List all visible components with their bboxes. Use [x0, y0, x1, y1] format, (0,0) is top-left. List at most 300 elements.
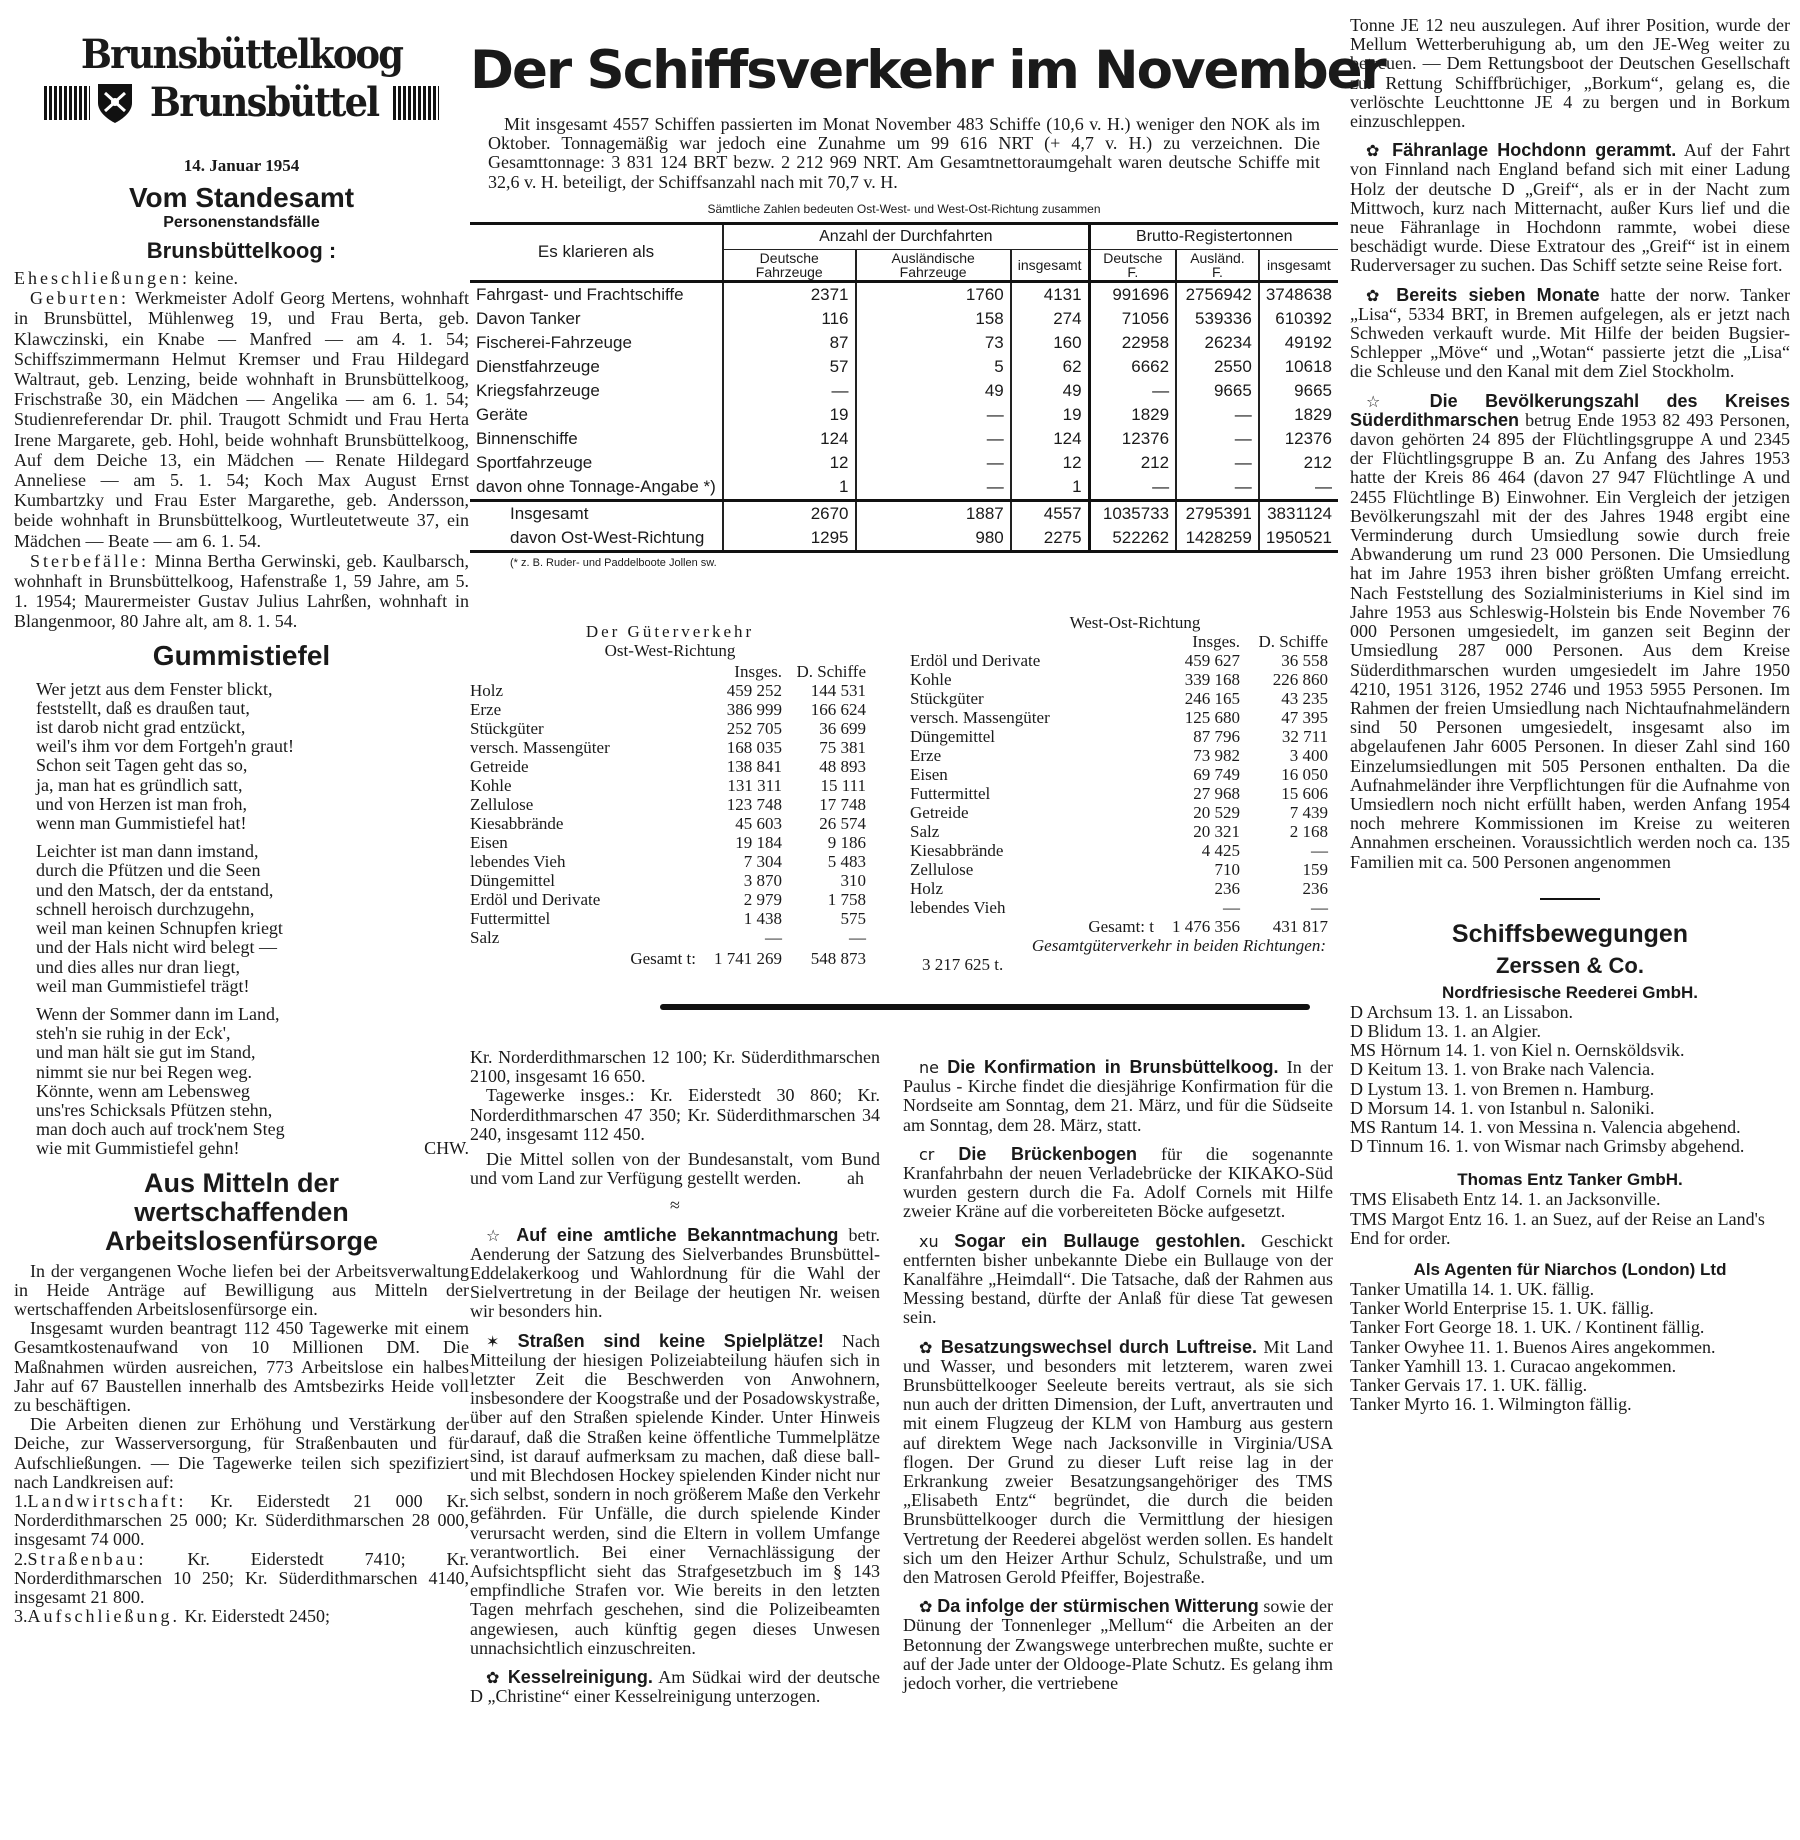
standesamt-subtitle: Personenstandsfälle	[163, 214, 320, 231]
arbeit-title-line: Aus Mitteln der	[143, 1167, 339, 1198]
goods-label: Kohle	[470, 776, 512, 795]
table-cell: 2550	[1176, 355, 1259, 379]
goods-row	[910, 689, 1330, 708]
poem-stanza-3	[36, 1005, 469, 1159]
goods-value: 168 035	[726, 738, 782, 757]
goods-value: 123 748	[726, 795, 782, 814]
goods-label: Stückgüter	[910, 689, 984, 708]
poem-line: wie mit Gummistiefel gehn!	[36, 1138, 240, 1159]
goods-row	[910, 879, 1330, 898]
table-total-row	[470, 526, 1338, 550]
poem	[14, 680, 469, 1159]
goods-total-label: Gesamt: t	[1088, 917, 1154, 936]
goods-value: 3 870	[743, 871, 782, 890]
poem-line: Schon seit Tagen geht das so,	[36, 755, 248, 776]
goods-label: Düngemittel	[470, 871, 555, 890]
news-item-bevoelkerung	[1350, 392, 1790, 872]
poem-line: weil man Gummistiefel trägt!	[36, 975, 250, 996]
poem-line: durch die Pfützen und die Seen	[36, 860, 261, 881]
item-label: Aufschließung.	[27, 1606, 180, 1627]
goods-label: Düngemittel	[910, 727, 995, 746]
table-cell: —	[723, 379, 856, 403]
goods-value: 43 235	[1281, 689, 1328, 708]
goods-label: lebendes Vieh	[470, 852, 566, 871]
arbeit-signature: ah	[847, 1168, 864, 1189]
ehe-label: Eheschließungen:	[14, 268, 190, 288]
goods-east-west	[470, 622, 870, 968]
goods-label: Eisen	[470, 833, 508, 852]
table-cell: —	[856, 427, 1011, 451]
goods-value: 69 749	[1193, 765, 1240, 784]
goods-value: 36 699	[819, 719, 866, 738]
news-text: Auf der Fahrt von Finnland nach England befand sich mit einer Ladung Holz der deutsche D „Greif“, als er in der Nacht zum Mittwoch, kurz nach Mitternacht, außer Kurs lief und die neue Fähranlage in Hochdonn rammte, wobei diese beschädigt wurde. Diese Extratour des „Greif“ ist in einem Ruderversager zu suchen. Das Schiff setzte seine Reise fort.	[1350, 140, 1791, 276]
news-headline: Kesselreinigung.	[507, 1667, 653, 1688]
poem-line: uns'res Schicksals Pfützen stehn,	[36, 1099, 273, 1120]
table-cell: 87	[723, 331, 856, 355]
table-cell: 10618	[1259, 355, 1338, 379]
news-marker-icon: cr	[919, 1144, 935, 1164]
news-item-sieben	[1350, 286, 1790, 382]
table-note: Sämtliche Zahlen bedeuten Ost-West- und West-Ost-Richtung zusammen	[707, 201, 1101, 216]
goods-row	[470, 700, 870, 719]
goods-head: D. Schiffe	[796, 662, 866, 681]
table-cell: 1829	[1089, 403, 1176, 427]
goods-ow-title: Ost-West-Richtung	[604, 641, 736, 660]
table-cell: 539336	[1176, 307, 1259, 331]
goods-total-value: 548 873	[810, 949, 866, 968]
goods-value: —	[1311, 898, 1328, 917]
standesamt-body	[14, 268, 469, 632]
goods-label: Zellulose	[910, 860, 974, 879]
goods-value: 9 186	[827, 833, 866, 852]
news-marker-icon: ☆	[486, 1225, 507, 1245]
goods-ow-header	[470, 660, 870, 681]
table-row	[470, 379, 1338, 403]
goods-value: 339 168	[1184, 670, 1240, 689]
goods-value: 2 168	[1289, 822, 1328, 841]
table-cell: 12	[1011, 451, 1089, 475]
shipping-group-title: Nordfriesische Reederei GmbH.	[1441, 982, 1699, 1002]
goods-row	[910, 841, 1330, 860]
goods-value: 20 529	[1193, 803, 1240, 822]
goods-total-label: Gesamt t:	[630, 949, 696, 968]
news-item-besatzung	[903, 1338, 1333, 1588]
poem-stanza-2	[36, 842, 469, 996]
row-label: Kriegsfahrzeuge	[476, 380, 600, 400]
table-group-brt: Brutto-Registertonnen	[1089, 225, 1338, 250]
decorative-stripes-left	[44, 86, 90, 120]
goods-value: 32 711	[1281, 727, 1328, 746]
company-name: Zerssen & Co.	[1496, 952, 1644, 978]
arbeit-title-line: Arbeitslosenfürsorge	[104, 1225, 379, 1256]
goods-value: 459 627	[1184, 651, 1240, 670]
news-headline: Auf eine amtliche Bekanntmachung	[516, 1224, 839, 1245]
goods-value: 4 425	[1201, 841, 1240, 860]
goods-row	[470, 928, 870, 947]
row-label: Sportfahrzeuge	[476, 452, 593, 472]
column-left	[14, 0, 469, 1626]
goods-row	[470, 681, 870, 700]
goods-label: Kiesabbrände	[910, 841, 1004, 860]
goods-row	[470, 814, 870, 833]
goods-value: 16 050	[1281, 765, 1328, 784]
goods-value: 236	[1302, 879, 1328, 898]
goods-value: 1 438	[743, 909, 782, 928]
wave-separator-icon: ≈	[670, 1194, 680, 1215]
poem-line: und dies alles nur dran liegt,	[36, 956, 240, 977]
goods-total-value: 1 741 269	[714, 949, 782, 968]
goods-value: 75 381	[819, 738, 866, 757]
goods-value: 226 860	[1272, 670, 1328, 689]
standesamt-title: Vom Standesamt	[128, 182, 355, 213]
shipping-entry: Tanker Myrto 16. 1. Wilmington fällig.	[1350, 1394, 1632, 1415]
goods-label: Holz	[470, 681, 504, 700]
news-text: betr. Aenderung der Satzung des Sielverbandes Brunsbüttel-Eddelakerkoog und Wahlordnung für die Wahl der Sielvertretung in der Beilage der heutigen Nr. weisen wir besonders hin.	[470, 1224, 881, 1322]
goods-value: 15 111	[820, 776, 866, 795]
goods-label: Holz	[910, 879, 944, 898]
col-header: insgesamt	[1011, 249, 1089, 281]
goods-label: Eisen	[910, 765, 948, 784]
table-cell: —	[856, 475, 1011, 501]
goods-head: Insges.	[734, 662, 782, 681]
row-label: Geräte	[476, 404, 528, 424]
goods-row	[470, 757, 870, 776]
geburten-label: Geburten:	[30, 288, 129, 309]
divider	[1540, 898, 1600, 900]
shipping-entry: D Tinnum 16. 1. von Wismar nach Grimsby abgehend.	[1350, 1136, 1745, 1157]
poem-line: und der Hals nicht wird belegt —	[36, 937, 277, 958]
shipping-list-2	[1350, 1190, 1790, 1248]
table-cell: 1428259	[1176, 526, 1259, 550]
row-label: Fischerei-Fahrzeuge	[476, 332, 632, 352]
goods-value: 710	[1214, 860, 1240, 879]
arbeit-item-1	[14, 1492, 469, 1550]
table-cell: 2371	[723, 281, 856, 307]
masthead-subtitle-row	[14, 80, 469, 126]
shipping-list-3	[1350, 1280, 1790, 1414]
shipping-entry: Tanker Gervais 17. 1. UK. fällig.	[1350, 1374, 1588, 1395]
goods-row	[910, 708, 1330, 727]
arbeit-item-3	[14, 1607, 469, 1626]
table-cell: 49	[856, 379, 1011, 403]
shipping-entry: TMS Elisabeth Entz 14. 1. an Jacksonville.	[1350, 1189, 1661, 1210]
news-marker-icon: ne	[919, 1058, 939, 1077]
arbeit-item-2	[14, 1550, 469, 1608]
goods-value: 45 603	[735, 814, 782, 833]
goods-ow-total	[470, 949, 870, 968]
table-cell: 160	[1011, 331, 1089, 355]
goods-head: D. Schiffe	[1258, 632, 1328, 651]
table-row	[470, 451, 1338, 475]
news-marker-icon: ✿	[1366, 141, 1384, 161]
news-headline: Fähranlage Hochdonn gerammt.	[1392, 140, 1677, 161]
goods-label: lebendes Vieh	[910, 898, 1006, 917]
col-header: Deutsche F.	[1089, 249, 1176, 281]
arbeit-paragraph: Insgesamt wurden beantragt 112 450 Tagewerke mit einem Gesamtkostenaufwand von 10 Millionen DM. Die Maßnahmen würden ausreichen, 773 Arbeitslose ein halbes Jahr auf 67 Baustellen innerhalb des Amtsbezirks Heide voll zu beschäftigen.	[14, 1318, 469, 1415]
table-cell: 124	[1011, 427, 1089, 451]
table-cell: 9665	[1259, 379, 1338, 403]
news-text: In der Paulus - Kirche findet die diesjährige Konfirmation für die Nordseite am Sonntag, dem 21. März, und für die Südseite am Sonntag, dem 28. März, statt.	[903, 1057, 1334, 1135]
news-item-bruecke	[903, 1145, 1333, 1222]
goods-row	[910, 765, 1330, 784]
goods-value: 252 705	[726, 719, 782, 738]
row-label: Davon Tanker	[476, 308, 581, 328]
table-row	[470, 427, 1338, 451]
shipping-entry: Tanker World Enterprise 15. 1. UK. fällig.	[1350, 1298, 1654, 1319]
goods-label: Salz	[910, 822, 940, 841]
poem-line: weil man keinen Schnupfen kriegt	[36, 918, 283, 939]
table-cell: 9665	[1176, 379, 1259, 403]
news-text: für die sogenannte Kranfahrbahn der neuen Verladebrücke der KIKAKO-Süd wurden gestern durch die Fa. Adolf Cornels mit Hilfe zweier Kräne auf die vorbereiteten Böcke aufgesetzt.	[903, 1143, 1334, 1222]
goods-value: 73 982	[1193, 746, 1240, 765]
goods-value: 48 893	[819, 757, 866, 776]
goods-label: Stückgüter	[470, 719, 544, 738]
poem-line: ist darob nicht grad entzückt,	[36, 717, 246, 738]
goods-row	[910, 746, 1330, 765]
table-cell: —	[1176, 451, 1259, 475]
schiffsverkehr-intro: Mit insgesamt 4557 Schiffen passierten im Monat November 483 Schiffe (10,6 v. H.) weniger den NOK als im Oktober. Tonnagemäßig war jedoch eine Zunahme um 99 616 NRT (+ 4,7 v. H.) zu verzeichnen. Die Gesamttonnage: 3 831 124 BRT bezw. 2 212 969 NRT. Am Gesamtnettoraumgehalt waren deutsche Schiffe mit 32,6 v. H. beteiligt, der Schiffsanzahl nach mit 70,7 v. H.	[488, 114, 1320, 192]
goods-ow-list	[470, 681, 870, 947]
goods-label: Futtermittel	[910, 784, 991, 803]
lower-middle-right	[903, 1048, 1333, 1693]
traffic-table	[470, 225, 1338, 550]
news-marker-icon: ✶	[486, 1331, 500, 1351]
decorative-stripes-right	[393, 86, 439, 120]
shipping-entry: MS Hörnum 14. 1. von Kiel n. Oernsköldsvik.	[1350, 1040, 1685, 1061]
goods-row	[910, 651, 1330, 670]
poem-stanza-1	[36, 680, 469, 834]
goods-value: 5 483	[827, 852, 866, 871]
row-label: Fahrgast- und Frachtschiffe	[476, 284, 684, 304]
news-item-bekannt	[470, 1226, 880, 1322]
arbeit-title-line: wertschaffenden	[134, 1196, 349, 1227]
news-text: Geschickt entfernten bisher unbekannte Diebe ein Bullauge von der Kanalfähre „Heimdall“. Die Tatsache, daß der Rahmen aus Messing bestand, dürfte der Anlaß für diese Tat gewesen sein.	[903, 1230, 1333, 1328]
table-cell: 124	[723, 427, 856, 451]
goods-value: 159	[1302, 860, 1328, 879]
goods-value: 236	[1214, 879, 1240, 898]
goods-value: 7 439	[1289, 803, 1328, 822]
shipping-list-1	[1350, 1003, 1790, 1157]
table-cell: 2795391	[1176, 500, 1259, 526]
table-cell: 6662	[1089, 355, 1176, 379]
news-headline: Bereits sieben Monate	[1396, 284, 1600, 305]
goods-row	[470, 795, 870, 814]
news-text: Mit Land und Wasser, und besonders mit letzterem, waren zwei Brunsbüttelkooger Seeleute bereits vertraut, als sie sich nun auch der dritten Dimension, der Luft, anvertrauten und mit einem Flugzeug der KLM von Hamburg aus gestern auf direktem Wege nach Jacksonville in Virginia/USA flogen. Der Grund zu dieser Luft reise lag in der Erkrankung zweier Besatzungsangehöriger des TMS „Elisabeth Entz“ begründet, die durch die beiden Brunsbüttelkooger durch die Vermittlung der hiesigen Vertretung der Reederei abgelöst werden sollen. Es handelt sich um den Heizer Arthur Schulz, Schulstraße, und um den Matrosen Gerold Pfeiffer, Bojestraße.	[903, 1336, 1333, 1588]
poem-line: Wenn der Sommer dann im Land,	[36, 1003, 280, 1024]
table-cell: 1950521	[1259, 526, 1338, 550]
table-group-durchfahrten: Anzahl der Durchfahrten	[723, 225, 1089, 250]
table-cell: 522262	[1089, 526, 1176, 550]
goods-value: 19 184	[735, 833, 782, 852]
table-cell: 1887	[856, 500, 1011, 526]
news-item-faehre	[1350, 141, 1790, 275]
table-cell: —	[1259, 475, 1338, 501]
table-cell: 980	[856, 526, 1011, 550]
shipping-entry: D Keitum 13. 1. von Brake nach Valencia.	[1350, 1059, 1655, 1080]
poem-line: und man hält sie gut im Stand,	[36, 1042, 256, 1063]
goods-west-east	[910, 613, 1330, 974]
goods-label: Getreide	[470, 757, 529, 776]
arbeit-paragraph: In der vergangenen Woche liefen bei der Arbeitsverwaltung in Heide Anträge auf Bewilligung aus Mitteln der wertschaffenden Arbeitslosenfürsorge ein.	[14, 1260, 469, 1319]
row-label: Dienstfahrzeuge	[476, 356, 600, 376]
goods-label: Erdöl und Derivate	[910, 651, 1041, 670]
table-cell: 610392	[1259, 307, 1338, 331]
item-number: 1.	[14, 1490, 28, 1511]
ehe-text: keine.	[189, 268, 238, 288]
table-cell: 12	[723, 451, 856, 475]
news-list-col3	[1350, 141, 1790, 872]
goods-value: 20 321	[1193, 822, 1240, 841]
table-cell: 274	[1011, 307, 1089, 331]
goods-row	[470, 776, 870, 795]
table-cell: 1295	[723, 526, 856, 550]
news-headline: Die Konfirmation in Brunsbüttelkoog.	[947, 1057, 1279, 1077]
goods-row	[910, 898, 1330, 917]
item-number: 3.	[14, 1606, 28, 1627]
poem-line: und von Herzen ist man froh,	[36, 793, 247, 814]
table-cell: 991696	[1089, 281, 1176, 307]
table-cell: 71056	[1089, 307, 1176, 331]
goods-row	[910, 860, 1330, 879]
goods-wo-list	[910, 651, 1330, 917]
news-item-konf	[903, 1058, 1333, 1135]
poem-line: ja, man hat es gründlich satt,	[36, 774, 243, 795]
table-cell: 49192	[1259, 331, 1338, 355]
news-list-middle	[470, 1226, 880, 1707]
poem-line: schnell heroisch durchzugehn,	[36, 898, 255, 919]
table-cell: 19	[1011, 403, 1089, 427]
news-marker-icon: ✿	[919, 1597, 933, 1617]
table-cell: 3831124	[1259, 500, 1338, 526]
table-cell: 26234	[1176, 331, 1259, 355]
news-text: betrug Ende 1953 82 493 Personen, davon gehörten 24 895 der Flüchtlingsgruppe A und 2345 der Flüchtlingsgruppe B an. Zu Anfang des Jahres 1953 hatte der Kreis 86 464 (davon 27 947 Flüchtlinge A und 2455 Flüchtlinge B) Einwohner. Ein Vergleich der jetzigen Bevölkerungszahl mit der des Jahres 1948 ergibt eine Verminderung durch Umsiedlung sowie durch freie Abwanderung um rund 23 000 Personen. Die Umsiedlung hat im Jahre 1953 ihren bisher größten Umfang erreicht. Nach Feststellung des Sozialministeriums in Kiel sind im Jahre 1953 aus Schleswig-Holstein bis Ende November 76 000 Personen umgesiedelt, im ganzen seit Beginn der Umsiedlung 287 000 Personen. Aus dem Kreise Süderdithmarschen wurden umgesiedelt im Jahre 1950 4210, 1951 3126, 1952 2746 und 1953 5955 Personen. Im Rahmen der freien Umsiedlung nach Nichtaufnahmeländern sind 50 Personen umgesiedelt, insgesamt also im abgelaufenen Jahr 6005 Personen. In dieser Zahl sind 160 Einzelumsiedlungen mit 505 Personen enthalten. Da die Aufnahmeländer ihre Verpflichtungen für die Aufnahme von Umsiedlern noch nicht erfüllt haben, werden Anfang 1954 noch mehrere Kommissionen im Kreise zu weiteren Annahmen erscheinen. Voraussichtlich werden noch ca. 135 Familien mit ca. 500 Personen angenommen	[1350, 409, 1790, 872]
gummistiefel-title: Gummistiefel	[152, 639, 331, 671]
goods-value: 3 400	[1289, 746, 1328, 765]
table-cell: 116	[723, 307, 856, 331]
table-cell: 2756942	[1176, 281, 1259, 307]
poem-line: Könnte, wenn am Lebensweg	[36, 1080, 250, 1101]
table-corner: Es klarieren als	[537, 242, 655, 262]
item-number: 2.	[14, 1548, 28, 1569]
table-cell: 62	[1011, 355, 1089, 379]
goods-value: 459 252	[726, 681, 782, 700]
table-cell: 73	[856, 331, 1011, 355]
poem-last-line	[36, 1139, 469, 1158]
column-middle	[470, 0, 1385, 1707]
arbeit-body	[14, 1262, 469, 1627]
shipping-entry: Tanker Fort George 18. 1. UK. / Kontinent fällig.	[1350, 1317, 1705, 1338]
goods-value: 246 165	[1184, 689, 1240, 708]
news-marker-icon: xu	[919, 1231, 939, 1251]
table-cell: 4557	[1011, 500, 1089, 526]
goods-row	[910, 784, 1330, 803]
traffic-table-wrap	[470, 222, 1338, 553]
sterbe-text: Minna Bertha Gerwinski, geb. Kaulbarsch, wohnhaft in Brunsbüttelkoog, Hafenstraße 1, 59 Jahre, am 5. 1. 1954; Maurermeister Gustav Julius Lahrßen, wohnhaft in Blangenmoor, 80 Jahre alt, am 8. 1. 54.	[14, 550, 469, 632]
arbeit-continued: Die Mittel sollen von der Bundesanstalt, vom Bund und vom Land zur Verfügung gestellt werden.	[470, 1149, 880, 1189]
col-header: Ausländische Fahrzeuge	[856, 249, 1011, 281]
goods-wo-header	[910, 632, 1330, 651]
table-row	[470, 355, 1338, 379]
news-marker-icon: ✿	[1366, 285, 1386, 305]
goods-value: 2 979	[743, 890, 782, 909]
section-rule	[660, 1004, 1310, 1010]
lower-middle-left	[470, 1048, 880, 1707]
table-cell: 12376	[1089, 427, 1176, 451]
table-row	[470, 281, 1338, 307]
arbeit-continued: Kr. Norderdithmarschen 12 100; Kr. Süderdithmarschen 2100, insgesamt 16 650.	[470, 1047, 880, 1087]
shipping-entry: TMS Margot Entz 16. 1. an Suez, auf der Reise an Land's End for order.	[1350, 1208, 1765, 1248]
goods-label: Getreide	[910, 803, 969, 822]
news-headline: Die Bevölkerungszahl des Kreises Süderdithmarschen	[1350, 390, 1790, 430]
poem-author: CHW.	[424, 1138, 469, 1159]
goods-value: 27 968	[1193, 784, 1240, 803]
table-row	[470, 475, 1338, 501]
poem-line: wenn man Gummistiefel hat!	[36, 813, 247, 834]
poem-line: man doch auch auf trock'nem Steg	[36, 1119, 285, 1140]
news-headline: Besatzungswechsel durch Luftreise.	[940, 1336, 1257, 1357]
shipping-entry: Tanker Owyhee 11. 1. Buenos Aires angekommen.	[1350, 1336, 1716, 1357]
news-headline: Sogar ein Bullauge gestohlen.	[954, 1230, 1246, 1251]
arbeit-continued: Tagewerke insges.: Kr. Eiderstedt 30 860; Kr. Norderdithmarschen 47 350; Kr. Süderdithmarschen 34 240, insgesamt 112 450.	[470, 1085, 880, 1144]
poem-line: nimmt sie nur bei Regen weg.	[36, 1061, 252, 1082]
traffic-table-body	[470, 281, 1338, 550]
goods-label: Erze	[910, 746, 942, 765]
goods-both-label: Gesamtgüterverkehr in beiden Richtungen:	[1031, 936, 1326, 955]
goods-label: Salz	[470, 928, 500, 947]
table-cell: 49	[1011, 379, 1089, 403]
shipping-entry: D Blidum 13. 1. an Algier.	[1350, 1020, 1541, 1041]
issue-date: 14. Januar 1954	[183, 156, 300, 175]
table-cell: 19	[723, 403, 856, 427]
goods-row	[910, 727, 1330, 746]
item-label: Straßenbau:	[27, 1548, 147, 1569]
news-text: Nach Mitteilung der hiesigen Polizeiabteilung häufen sich in letzter Zeit die Beschwerden von Anwohnern, insbesondere der Koogstraße und der Posadowskystraße, über auf den Straßen spielende Kinder. Unter Hinweis darauf, daß die Straßen keine öffentliche Tummelplätze sind, ist darauf aufmerksam zu machen, daß diese ball- und mit Blechdosen Hockey spielenden Kinder nicht nur sich selbst, sondern in noch größerem Maße den Verkehr gefährden. Für Unfälle, die durch spielende Kinder verursacht werden, sind die Eltern in vollem Umfange verantwortlich. Bei einer Vernachlässigung der Aufsichtspflicht sieht das Strafgesetzbuch im § 143 empfindliche Strafen vor. Wie bereits in den letzten Tagen mehrfach geschehen, sind die Polizeibeamten angewiesen, auch künftig gegen dieses Unwesen unnachsichtlich einzuschreiten.	[470, 1330, 881, 1658]
news-marker-icon: ☆	[1366, 391, 1403, 411]
goods-row	[910, 670, 1330, 689]
shipping-group-title: Als Agenten für Niarchos (London) Ltd	[1413, 1259, 1727, 1279]
row-label: Binnenschiffe	[476, 428, 578, 448]
table-cell: —	[1176, 403, 1259, 427]
schiffsverkehr-title: Der Schiffsverkehr im November	[470, 40, 1385, 101]
schiffsbewegungen-title: Schiffsbewegungen	[1451, 919, 1689, 948]
table-cell: —	[1089, 475, 1176, 501]
goods-value: 17 748	[819, 795, 866, 814]
goods-total-value: 431 817	[1272, 917, 1328, 936]
table-cell: 12376	[1259, 427, 1338, 451]
goods-value: 125 680	[1184, 708, 1240, 727]
table-cell: 5	[856, 355, 1011, 379]
table-cell: —	[1176, 427, 1259, 451]
goods-value: 26 574	[819, 814, 866, 833]
goods-value: 144 531	[810, 681, 866, 700]
goods-value: 15 606	[1281, 784, 1328, 803]
goods-label: versch. Massengüter	[470, 738, 610, 757]
sterbe-label: Sterbefälle:	[30, 550, 149, 571]
table-cell: —	[1089, 379, 1176, 403]
poem-line: feststellt, daß es draußen taut,	[36, 697, 250, 718]
table-cell: 22958	[1089, 331, 1176, 355]
item-text: Kr. Eiderstedt 7410; Kr. Norderdithmarschen 10 250; Kr. Süderdithmarschen 4140, insgesamt 21 800.	[14, 1548, 469, 1607]
table-cell: 1035733	[1089, 500, 1176, 526]
item-label: Landwirtschaft:	[27, 1490, 187, 1511]
goods-value: 131 311	[727, 776, 782, 795]
row-label: davon Ost-West-Richtung	[510, 527, 705, 547]
news-item-witterung	[903, 1597, 1333, 1693]
table-row	[470, 307, 1338, 331]
shipping-entry: MS Rantum 14. 1. von Messina n. Valencia abgehend.	[1350, 1116, 1741, 1137]
goods-row	[470, 738, 870, 757]
goods-row	[910, 822, 1330, 841]
